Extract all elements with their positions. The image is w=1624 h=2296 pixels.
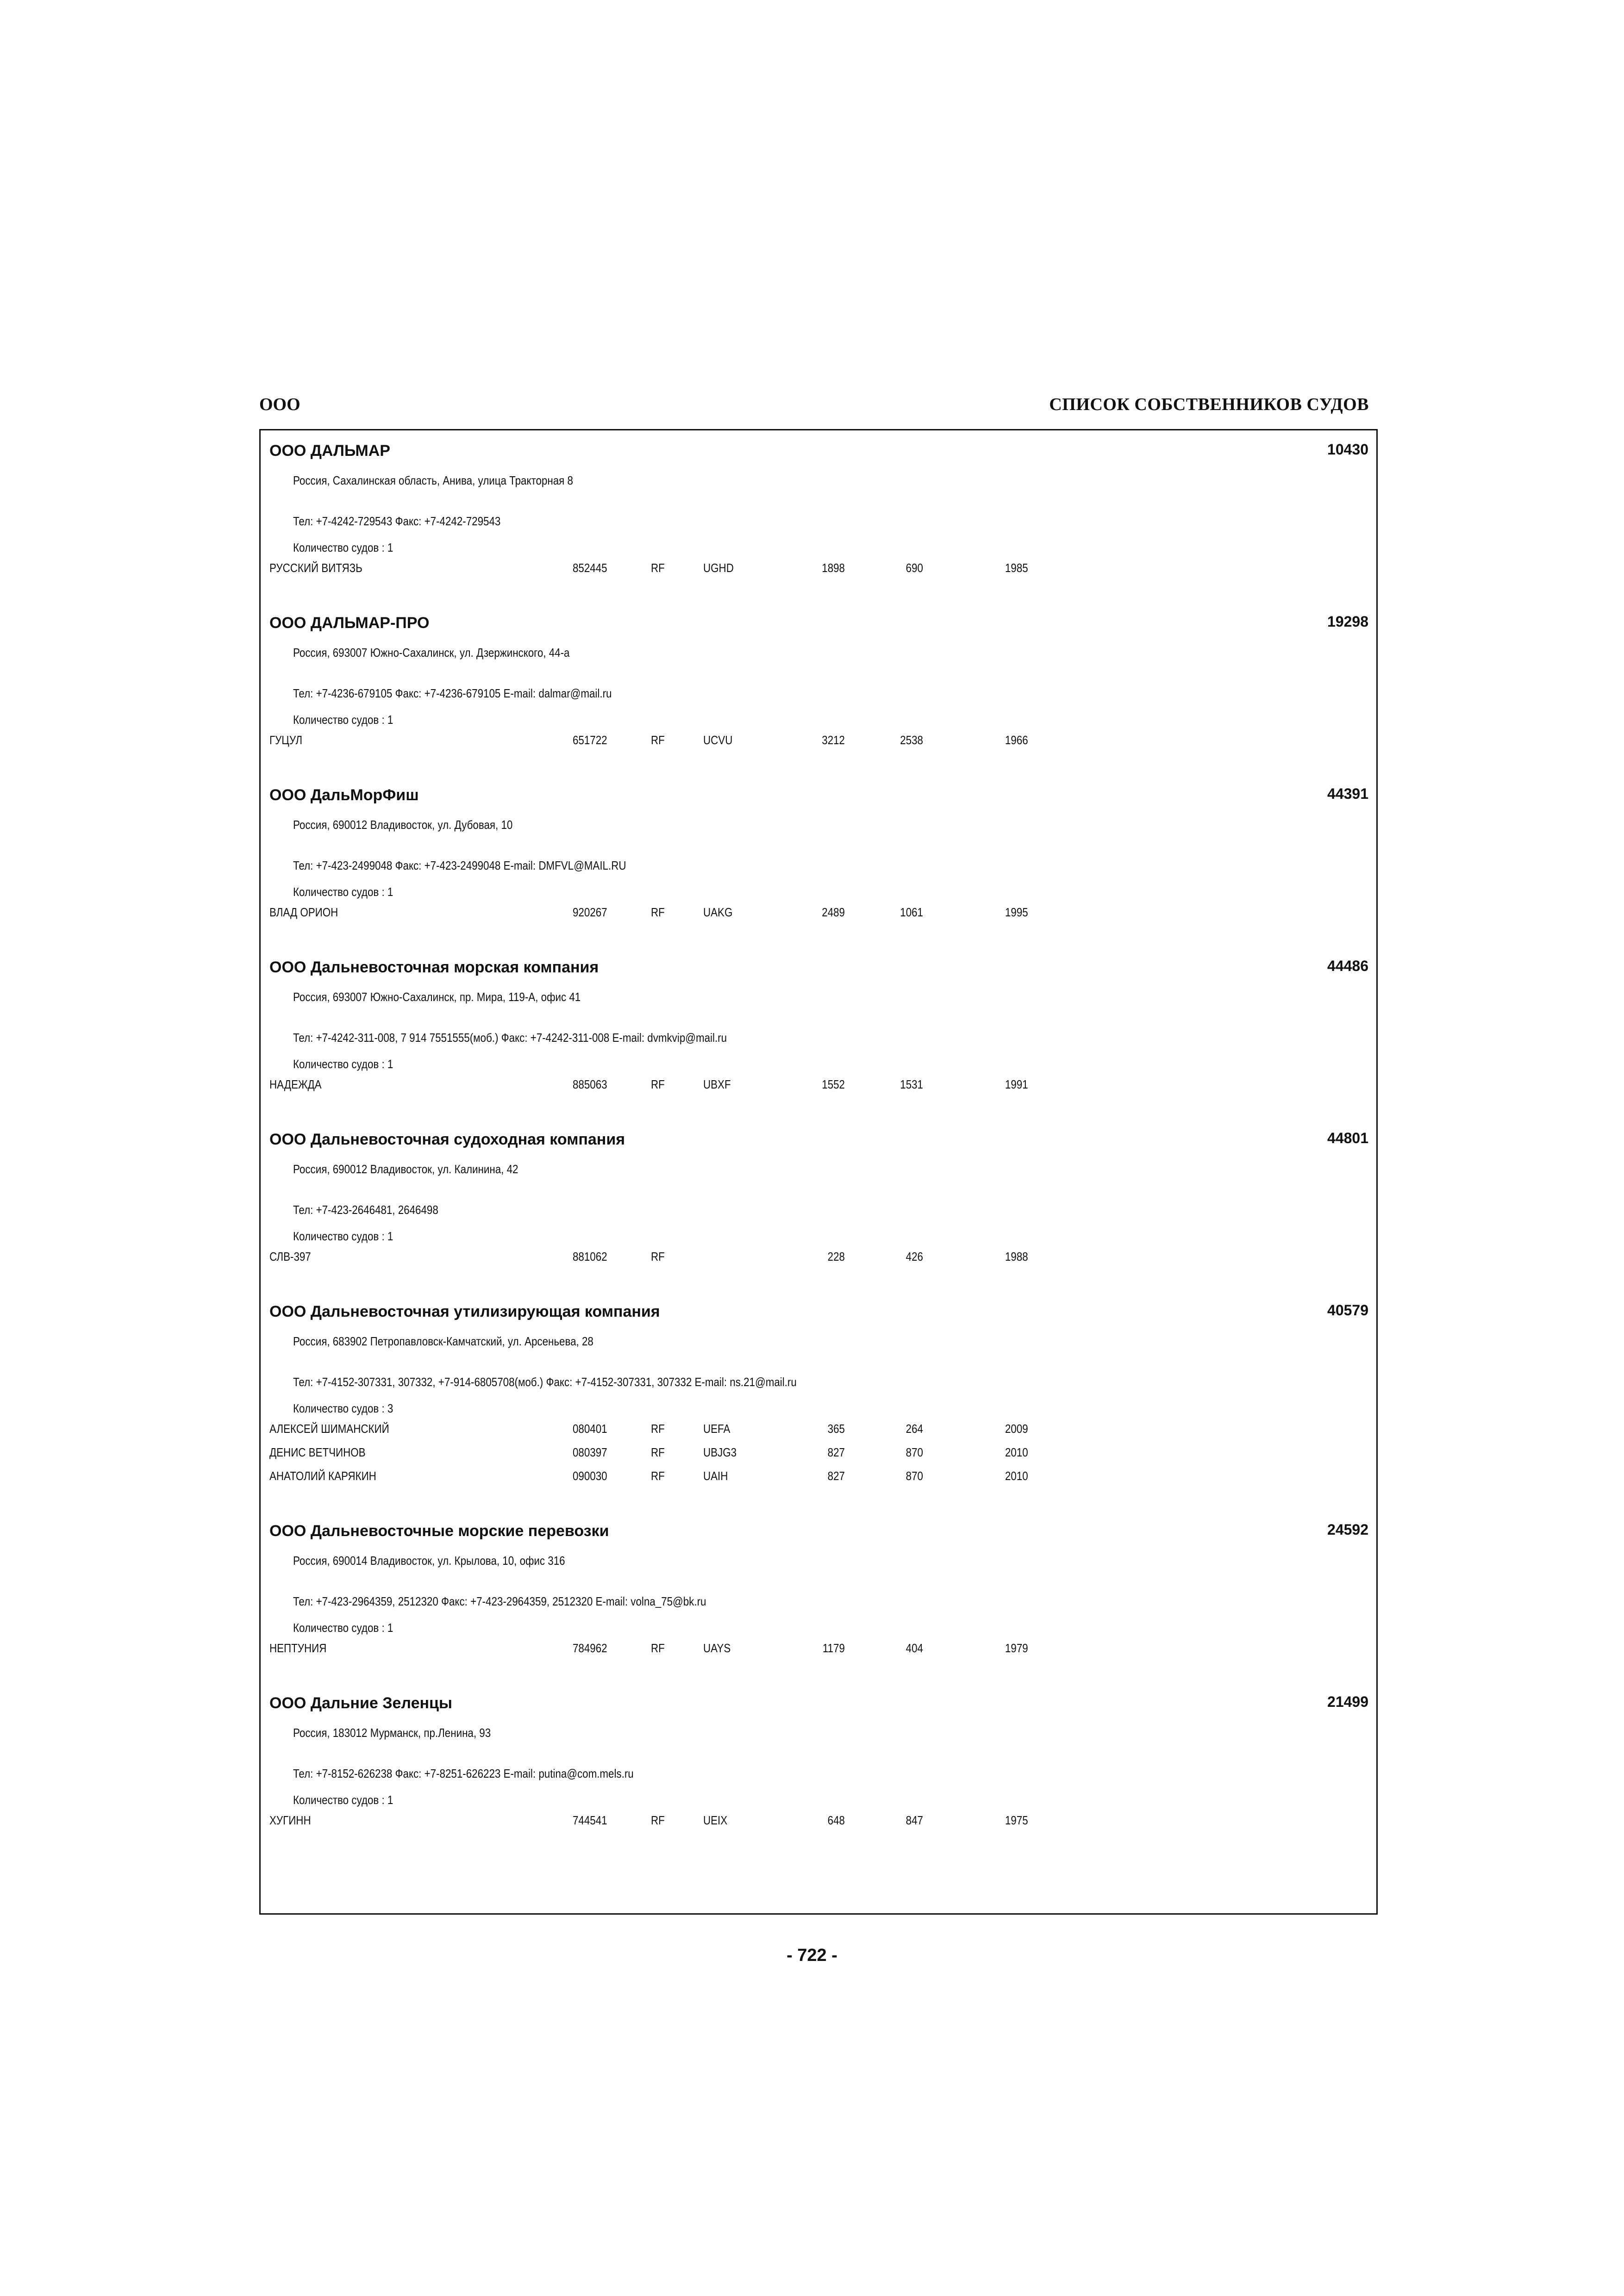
ship-year: 1966	[1005, 733, 1028, 747]
ship-gross-tonnage: 1898	[822, 561, 845, 575]
company-name: ООО Дальневосточная морская компания	[269, 958, 599, 976]
ship-deadweight: 870	[906, 1445, 923, 1459]
ship-flag: RF	[651, 1445, 665, 1459]
company-address: Россия, 693007 Южно-Сахалинск, ул. Дзержинского, 44-а	[293, 646, 570, 660]
ship-flag: RF	[651, 561, 665, 575]
ship-name: ХУГИНН	[269, 1813, 311, 1827]
ship-row	[261, 1445, 1376, 1466]
company-contact: Тел: +7-423-2499048 Факс: +7-423-2499048 E-mail: DMFVL@MAIL.RU	[293, 859, 626, 872]
company-contact: Тел: +7-4236-679105 Факс: +7-4236-679105 E-mail: dalmar@mail.ru	[293, 686, 612, 700]
ship-deadweight: 1531	[900, 1077, 923, 1091]
ship-number: 080397	[573, 1445, 607, 1459]
company-name: ООО Дальневосточная судоходная компания	[269, 1131, 625, 1148]
header-left: ООО	[259, 395, 300, 414]
ship-name: НАДЕЖДА	[269, 1077, 322, 1091]
ship-year: 1988	[1005, 1250, 1028, 1263]
ship-gross-tonnage: 1552	[822, 1077, 845, 1091]
ship-gross-tonnage: 3212	[822, 733, 845, 747]
ship-gross-tonnage: 365	[827, 1422, 845, 1436]
ship-number: 784962	[573, 1641, 607, 1655]
ship-flag: RF	[651, 1077, 665, 1091]
ship-name: СЛВ-397	[269, 1250, 311, 1263]
ship-number: 080401	[573, 1422, 607, 1436]
ship-number: 090030	[573, 1469, 607, 1483]
ship-row	[261, 905, 1376, 926]
ship-gross-tonnage: 827	[827, 1469, 845, 1483]
ship-deadweight: 1061	[900, 905, 923, 919]
ship-count: Количество судов : 1	[293, 1057, 394, 1071]
ship-flag: RF	[651, 1813, 665, 1827]
ship-deadweight: 847	[906, 1813, 923, 1827]
ship-row	[261, 1813, 1376, 1834]
company-name: ООО Дальние Зеленцы	[269, 1694, 452, 1712]
ship-name: НЕПТУНИЯ	[269, 1641, 327, 1655]
ship-count: Количество судов : 1	[293, 1793, 394, 1807]
ship-year: 1979	[1005, 1641, 1028, 1655]
ship-number: 852445	[573, 561, 607, 575]
ship-count: Количество судов : 1	[293, 885, 394, 899]
ship-flag: RF	[651, 733, 665, 747]
ship-name: АЛЕКСЕЙ ШИМАНСКИЙ	[269, 1422, 389, 1436]
company-contact: Тел: +7-4242-311-008, 7 914 7551555(моб.) Факс: +7-4242-311-008 E-mail: dvmkvip@mail.ru	[293, 1031, 727, 1045]
company-name: ООО Дальневосточные морские перевозки	[269, 1522, 609, 1540]
ship-name: ВЛАД ОРИОН	[269, 905, 338, 919]
company-contact: Тел: +7-423-2964359, 2512320 Факс: +7-423-2964359, 2512320 E-mail: volna_75@bk.ru	[293, 1594, 706, 1608]
ship-name: ДЕНИС ВЕТЧИНОВ	[269, 1445, 366, 1459]
company-name: ООО ДальМорФиш	[269, 786, 419, 804]
page-number: - 722 -	[787, 1946, 837, 1965]
ship-year: 1991	[1005, 1077, 1028, 1091]
ship-callsign: UBJG3	[703, 1445, 737, 1459]
ship-deadweight: 2538	[900, 733, 923, 747]
company-id: 44391	[1327, 785, 1368, 802]
company-name: ООО ДАЛЬМАР-ПРО	[269, 614, 430, 632]
ship-number: 881062	[573, 1250, 607, 1263]
ship-number: 885063	[573, 1077, 607, 1091]
ship-count: Количество судов : 1	[293, 541, 394, 554]
ship-flag: RF	[651, 1250, 665, 1263]
company-contact: Тел: +7-8152-626238 Факс: +7-8251-626223 E-mail: putina@com.mels.ru	[293, 1767, 634, 1780]
company-address: Россия, 183012 Мурманск, пр.Ленина, 93	[293, 1726, 491, 1740]
ship-gross-tonnage: 827	[827, 1445, 845, 1459]
ship-row	[261, 1250, 1376, 1270]
company-id: 24592	[1327, 1521, 1368, 1538]
ship-count: Количество судов : 3	[293, 1401, 394, 1415]
listing-frame	[259, 429, 1378, 1915]
ship-gross-tonnage: 2489	[822, 905, 845, 919]
ship-year: 1975	[1005, 1813, 1028, 1827]
ship-count: Количество судов : 1	[293, 1621, 394, 1635]
company-address: Россия, 690014 Владивосток, ул. Крылова, 10, офис 316	[293, 1554, 565, 1568]
ship-gross-tonnage: 1179	[822, 1641, 845, 1655]
ship-year: 1985	[1005, 561, 1028, 575]
ship-gross-tonnage: 228	[827, 1250, 845, 1263]
company-address: Россия, 693007 Южно-Сахалинск, пр. Мира, 119-А, офис 41	[293, 990, 581, 1004]
ship-row	[261, 1641, 1376, 1661]
ship-year: 2010	[1005, 1469, 1028, 1483]
company-name: ООО Дальневосточная утилизирующая компания	[269, 1303, 660, 1320]
ship-deadweight: 870	[906, 1469, 923, 1483]
ship-name: АНАТОЛИЙ КАРЯКИН	[269, 1469, 376, 1483]
ship-callsign: UGHD	[703, 561, 734, 575]
company-id: 44486	[1327, 958, 1368, 974]
company-id: 21499	[1327, 1693, 1368, 1710]
ship-callsign: UAIH	[703, 1469, 728, 1483]
company-address: Россия, 690012 Владивосток, ул. Калинина, 42	[293, 1162, 518, 1176]
ship-deadweight: 264	[906, 1422, 923, 1436]
ship-number: 920267	[573, 905, 607, 919]
ship-callsign: UAYS	[703, 1641, 731, 1655]
company-address: Россия, Сахалинская область, Анива, улица Тракторная 8	[293, 473, 573, 487]
ship-year: 2010	[1005, 1445, 1028, 1459]
ship-gross-tonnage: 648	[827, 1813, 845, 1827]
ship-flag: RF	[651, 905, 665, 919]
company-address: Россия, 683902 Петропавловск-Камчатский, ул. Арсеньева, 28	[293, 1334, 593, 1348]
ship-callsign: UEFA	[703, 1422, 731, 1436]
ship-deadweight: 690	[906, 561, 923, 575]
company-contact: Тел: +7-423-2646481, 2646498	[293, 1203, 438, 1217]
ship-callsign: UCVU	[703, 733, 733, 747]
ship-name: ГУЦУЛ	[269, 733, 302, 747]
ship-flag: RF	[651, 1641, 665, 1655]
ship-name: РУССКИЙ ВИТЯЗЬ	[269, 561, 362, 575]
ship-flag: RF	[651, 1422, 665, 1436]
ship-row	[261, 733, 1376, 753]
ship-row	[261, 1469, 1376, 1489]
ship-callsign: UAKG	[703, 905, 733, 919]
ship-year: 2009	[1005, 1422, 1028, 1436]
ship-callsign: UEIX	[703, 1813, 728, 1827]
company-id: 10430	[1327, 441, 1368, 458]
ship-count: Количество судов : 1	[293, 1229, 394, 1243]
company-contact: Тел: +7-4152-307331, 307332, +7-914-6805708(моб.) Факс: +7-4152-307331, 307332 E-mail: ns.21@mail.ru	[293, 1375, 797, 1389]
company-id: 40579	[1327, 1302, 1368, 1319]
ship-count: Количество судов : 1	[293, 713, 394, 727]
header-title: СПИСОК СОБСТВЕННИКОВ СУДОВ	[1049, 395, 1369, 414]
company-id: 19298	[1327, 613, 1368, 630]
company-contact: Тел: +7-4242-729543 Факс: +7-4242-729543	[293, 514, 501, 528]
ship-number: 744541	[573, 1813, 607, 1827]
ship-year: 1995	[1005, 905, 1028, 919]
company-address: Россия, 690012 Владивосток, ул. Дубовая, 10	[293, 818, 513, 832]
ship-deadweight: 426	[906, 1250, 923, 1263]
ship-deadweight: 404	[906, 1641, 923, 1655]
ship-callsign: UBXF	[703, 1077, 731, 1091]
company-name: ООО ДАЛЬМАР	[269, 442, 390, 460]
ship-flag: RF	[651, 1469, 665, 1483]
ship-row	[261, 1077, 1376, 1098]
company-id: 44801	[1327, 1130, 1368, 1146]
ship-row	[261, 561, 1376, 581]
ship-row	[261, 1422, 1376, 1442]
ship-number: 651722	[573, 733, 607, 747]
